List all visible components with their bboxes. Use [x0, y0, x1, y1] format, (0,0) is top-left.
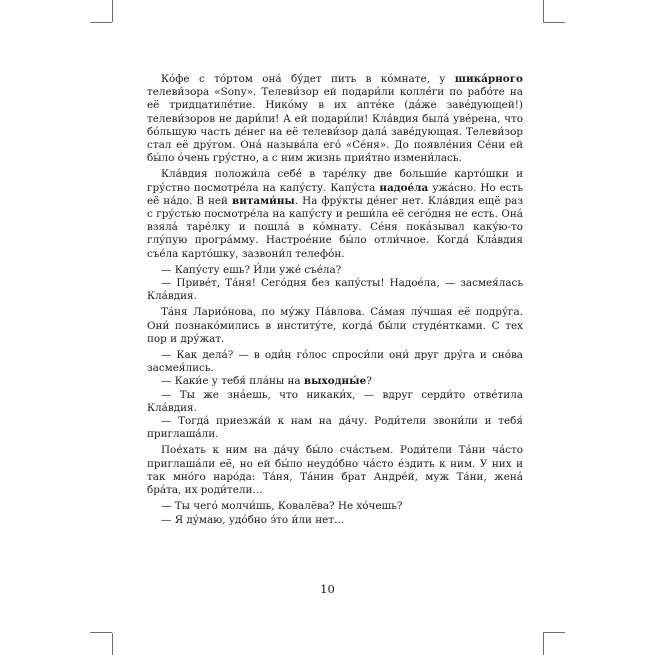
crop-mark-top-right-h [543, 22, 565, 23]
bold-term: выходны́е [303, 375, 367, 388]
dialogue-line [147, 389, 523, 415]
text-run: — Ты чего́ молчи́шь, Ковалёва? Не хо́чешь? [161, 500, 403, 513]
text-run: — Каки́е у тебя́ пла́ны на [161, 375, 304, 388]
paragraph [147, 168, 523, 260]
crop-mark-top-left-v [112, 0, 113, 22]
text-run: телеви́зора «Sony». Телеви́зор ей подари́ли колле́ги по рабо́те на её тридцатиле́тие. Нико́му в их апте́ке (да́же заве́дующей!) телеви́зоров не дари́ли! А ей подари́ли! Кла́вдия была́ уве́рена, что бо́льшую часть де́нег на её телеви́зор дала́ заве́дующая. Телеви́зор стал её дру́гом. Она́ называ́ла его́ «Се́ня». До появле́ния Се́ни ей бы́ло о́чень гру́стно, а с ним жизнь прия́тно измени́лась. [147, 86, 523, 165]
text-run: ужа́сно. Но есть её на́до. В ней [147, 181, 523, 207]
crop-mark-bottom-right-h [543, 632, 565, 633]
dialogue-line [147, 415, 523, 441]
crop-mark-bottom-right-v [543, 633, 544, 655]
text-run: Та́ня Ларио́нова, по му́жу Па́влова. Са́мая лу́чшая её подру́га. Они́ познако́мились в институ́те, когда́ бы́ли студе́нтками. С тех пор и дру́жат. [147, 306, 523, 345]
dialogue-line [147, 500, 523, 513]
dialogue-line [147, 349, 523, 375]
bold-term: витами́ны [231, 194, 295, 207]
text-run: — Как дела́? — в оди́н го́лос спроси́ли они́ друг дру́га и сно́ва засмея́лись. [147, 349, 523, 375]
paragraph [147, 444, 523, 497]
crop-mark-top-left-h [90, 22, 112, 23]
text-run: — Ты же зна́ешь, что никаки́х, — вдруг серди́то отве́тила Кла́вдия. [147, 388, 523, 414]
bold-term: шика́рного [454, 73, 523, 85]
crop-mark-bottom-left-v [112, 633, 113, 655]
text-run: — Я ду́маю, удо́бно э́то и́ли нет… [161, 513, 345, 526]
dialogue-line [147, 277, 523, 303]
bold-term: надое́ла [379, 181, 429, 194]
text-run: Пое́хать к ним на да́чу бы́ло сча́стьем. Роди́тели Та́ни ча́сто приглаша́ли её, но ей бы́ло неудо́бно ча́сто е́здить к ним. У них и так мно́го наро́да: Та́ня, Та́нин брат Андре́й, муж Та́ни, жена́ бра́та, их роди́тели… [147, 444, 523, 497]
paragraph [147, 306, 523, 346]
paragraph [147, 73, 523, 165]
text-run: ? [366, 375, 372, 388]
dialogue-line [147, 264, 523, 277]
dialogue-line [147, 375, 523, 388]
dialogue-line [147, 514, 523, 527]
text-run: — Тогда́ приезжа́й к нам на да́чу. Роди́тели звони́ли и тебя́ приглаша́ли. [147, 415, 523, 441]
text-run: — Приве́т, Та́ня! Сего́дня без капу́сты! Надое́ла, — засмея́лась Кла́вдия. [147, 277, 523, 303]
page-number: 10 [320, 582, 335, 596]
text-run: Кла́вдия положи́ла себе́ в таре́лку две больши́е карто́шки и гру́стно посмотре́ла на капу́сту. Капу́ста [147, 168, 523, 194]
text-run: — Капу́сту ешь? И́ли уже́ съе́ла? [161, 263, 342, 276]
crop-mark-bottom-left-h [90, 632, 112, 633]
text-run: Ко́фе с то́ртом она́ бу́дет пить в ко́мнате, у [161, 73, 455, 85]
body-text [147, 73, 523, 527]
text-run: . На фру́кты де́нег нет. Кла́вдия ещё раз с гру́стью посмотре́ла на капу́сту и реши́ла её сего́дня не есть. Она́ взяла́ таре́лку и пошла́ в ко́мнату. Се́ня пока́зывал каку́ю-то глу́пую програ́мму. Настрое́ние бы́ло отли́чное. Когда́ Кла́вдия съе́ла карто́шку, зазвони́л телефо́н. [147, 194, 523, 260]
crop-mark-top-right-v [543, 0, 544, 22]
